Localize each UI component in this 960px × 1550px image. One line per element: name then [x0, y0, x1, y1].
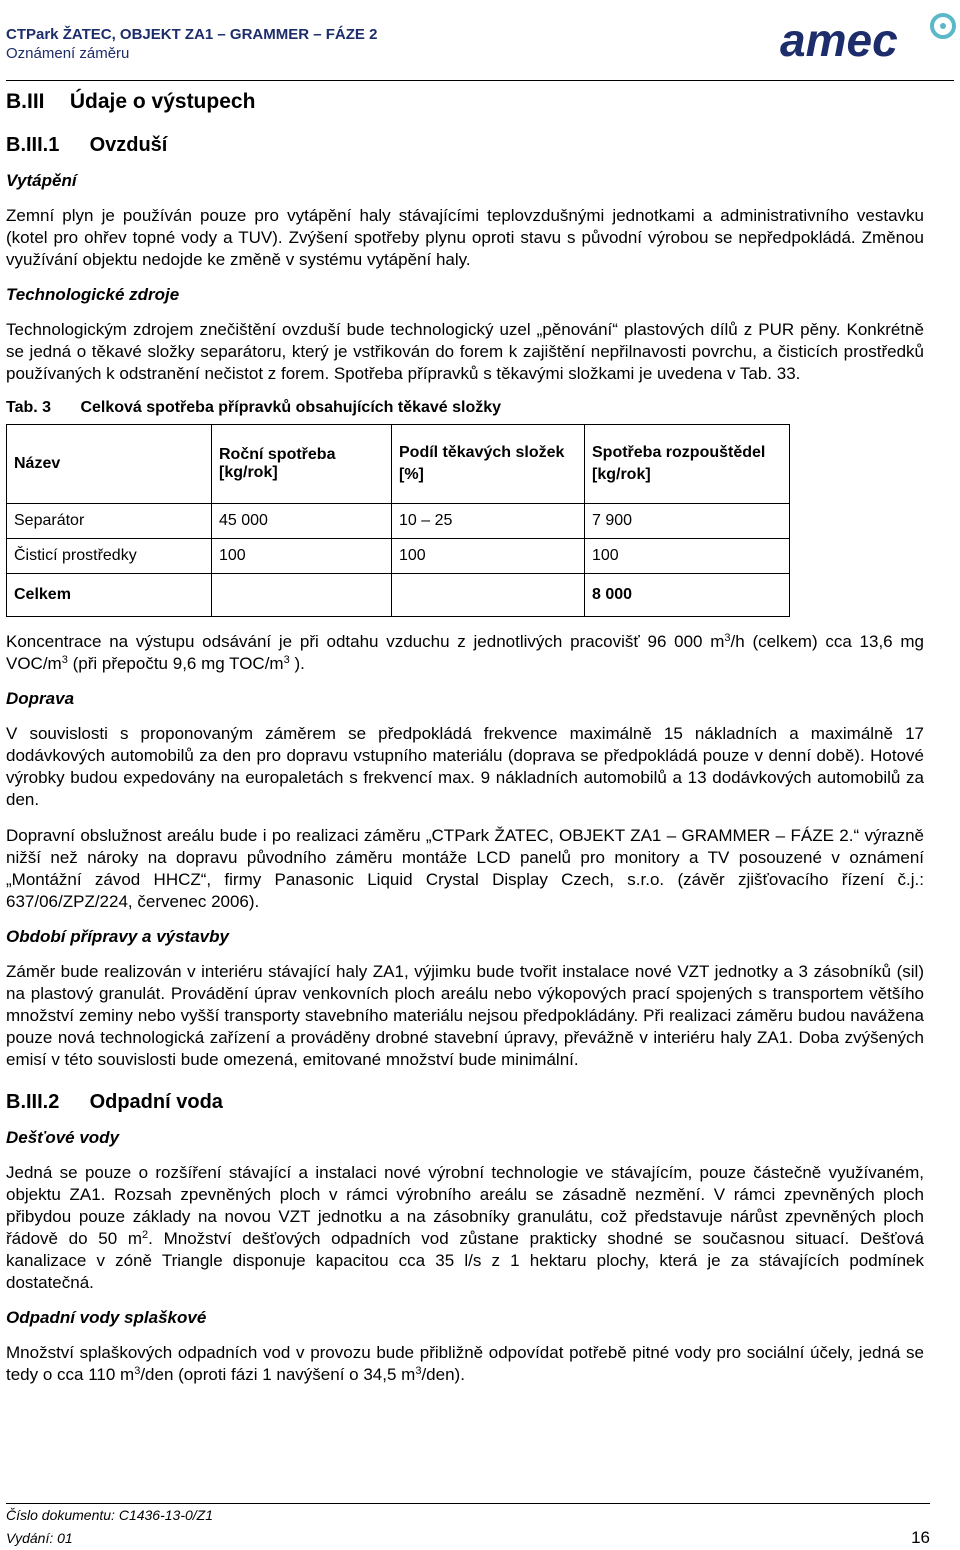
table-caption-text: Celková spotřeba přípravků obsahujících těkavé složky: [80, 399, 502, 416]
footer-page-number: 16: [911, 1528, 930, 1547]
header-title: CTPark ŽATEC, OBJEKT ZA1 – GRAMMER – FÁZE 2: [6, 26, 378, 43]
logo-dot-icon: [940, 23, 946, 29]
table-caption: [6, 399, 924, 417]
table-header-row: [7, 425, 790, 504]
table-row: [7, 539, 790, 574]
table-header-cell: Roční spotřeba [kg/rok]: [212, 425, 392, 504]
subsection-number: B.III.2: [6, 1091, 60, 1113]
table-cell: Čisticí prostředky: [7, 539, 212, 574]
footer-document-number: Číslo dokumentu: C1436-13-0/Z1: [6, 1507, 213, 1523]
paragraph-destove-vody: Jedná se pouze o rozšíření stávající a instalaci nové výrobní technologie ve stávajícím, pouze částečně využívaném, objektu ZA1. Rozsah zpevněných ploch v rámci výrobního areálu se zásadně nezmění. V rámci zpevněných ploch přibydou pouze základy na novou VZT jednotku a na zásobníky granulátu, což představuje nárůst zpevněných ploch řádově do 50 $m^2$. Množství dešťových odpadních vod zůstane prakticky shodné se současnou situací. Dešťová kanalizace v zóně Triangle disponuje kapacitou cca 35 l/s z 1 hektaru plochy, která je za stávajících podmínek dostatečná.: [6, 1163, 924, 1292]
table-total-row: [7, 574, 790, 617]
table-header-cell: Podíl těkavých složek [%]: [392, 425, 585, 504]
paragraph-doprava-1: V souvislosti s proponovaným záměrem se předpokládá frekvence maximálně 15 nákladních a maximálně 17 dodávkových automobilů za den pro dopravu vstupního materiálu (doprava se předpokládá pouze v denní době). Hotové výrobky budou expedovány na europaletách s frekvencí max. 9 nákladních automobilů a 13 dodávkových automobilů za den.: [6, 724, 924, 809]
table-cell: [392, 574, 585, 617]
header-subtitle: Oznámení záměru: [6, 45, 130, 62]
table-cell: 7 900: [585, 504, 790, 539]
subsection-title: Odpadní voda: [89, 1091, 223, 1113]
page-header: [6, 14, 954, 81]
subsection-number: B.III.1: [6, 134, 60, 156]
heading-obdobi-vystavby: Období přípravy a výstavby: [6, 927, 229, 946]
paragraph-vytapeni: Zemní plyn je používán pouze pro vytápění haly stávajícími teplovzdušnými jednotkami a administrativního vestavku (kotel pro ohřev topné vody a TUV). Zvýšení spotřeby plynu oproti stavu s původní výrobou se nepředpokládá. Změnou využívání objektu nedojde ke změně v systému vytápění haly.: [6, 206, 924, 269]
section-title: Údaje o výstupech: [69, 90, 256, 113]
table-total-label: Celkem: [7, 574, 212, 617]
table-cell: 100: [392, 539, 585, 574]
paragraph-doprava-2: Dopravní obslužnost areálu bude i po realizaci záměru „CTPark ŽATEC, OBJEKT ZA1 – GRAMMER – FÁZE 2.“ výrazně nižší než nároky na dopravu původního záměru montáže LCD panelů pro monitory a TV posouzené v oznámení „Montážní závod HHCZ“, firmy Panasonic Liquid Crystal Display Czech, s.r.o. (závěr zjišťovacího řízení č.j.: 637/06/ZPZ/224, červenec 2006).: [6, 826, 924, 911]
table-cell: 100: [585, 539, 790, 574]
table-cell: 10 – 25: [392, 504, 585, 539]
paragraph-obdobi-vystavby: Záměr bude realizován v interiéru stávající haly ZA1, výjimku bude tvořit instalace nové VZT jednotky a 3 zásobníků (sil) na plastový granulát. Provádění úprav venkovních ploch areálu nebo výkopových prací spojených s transportem většího množství zeminy nebo vyšší transporty stavebního materiálu nejsou předpokládány. Při realizaci záměru budou navážena pouze nová technologická zařízení a prováděny drobné stavební úpravy, převážně v interiéru haly ZA1. Doba zvýšených emisí v této souvislosti bude omezená, emitované množství bude minimální.: [6, 962, 924, 1069]
table-cell: 100: [212, 539, 392, 574]
table-header-cell: Název: [7, 425, 212, 504]
amec-logo: [778, 4, 958, 66]
subsection-heading-odpadni-voda: [6, 1091, 924, 1114]
table-cell: 45 000: [212, 504, 392, 539]
heading-doprava: Doprava: [6, 689, 75, 708]
subsection-title: Ovzduší: [89, 134, 168, 156]
page-content: [6, 86, 924, 1386]
paragraph-technologicke-zdroje: Technologickým zdrojem znečištění ovzduší bude technologický uzel „pěnování“ plastových dílů z PUR pěny. Konkrétně se jedná o těkavé složky separátoru, který je vstřikován do forem k zajištění nepřilnavosti povrchu, a čisticích prostředků používaných k odstranění nečistot z forem. Spotřeba přípravků s těkavými složkami je uvedena v Tab. 33.: [6, 320, 924, 383]
table-total-value: 8 000: [585, 574, 790, 617]
page-footer: [6, 1503, 930, 1547]
heading-splaskove-vody: Odpadní vody splaškové: [6, 1308, 207, 1327]
table-caption-number: Tab. 3: [6, 399, 52, 416]
section-number: B.III: [6, 90, 45, 113]
heading-destove-vody: Dešťové vody: [6, 1128, 120, 1147]
table-cell: [212, 574, 392, 617]
table-cell: Separátor: [7, 504, 212, 539]
logo-wordmark: amec: [780, 14, 898, 66]
subsection-heading-ovzdusi: [6, 134, 924, 157]
heading-vytapeni: Vytápění: [6, 171, 77, 190]
footer-version: Vydání: 01: [6, 1530, 73, 1546]
table-header-cell: Spotřeba rozpouštědel [kg/rok]: [585, 425, 790, 504]
paragraph-splaskove-vody: Množství splaškových odpadních vod v provozu bude přibližně odpovídat potřebě pitné vody pro sociální účely, jedná se tedy o cca 110 $m^3$/den (oproti fázi 1 navýšení o 34,5 $m^3/den$).: [6, 1343, 924, 1384]
consumption-table: [6, 424, 790, 617]
paragraph-koncentrace: Koncentrace na výstupu odsávání je při odtahu vzduchu z jednotlivých pracovišť 96 000 $m^3/h$ (celkem) cca 13,6 mg VOC/$m^3$ (při přepočtu 9,6 mg TOC/$m^3$ ).: [6, 632, 924, 673]
heading-technologicke-zdroje: Technologické zdroje: [6, 285, 180, 304]
table-row: [7, 504, 790, 539]
section-heading: [6, 90, 924, 114]
